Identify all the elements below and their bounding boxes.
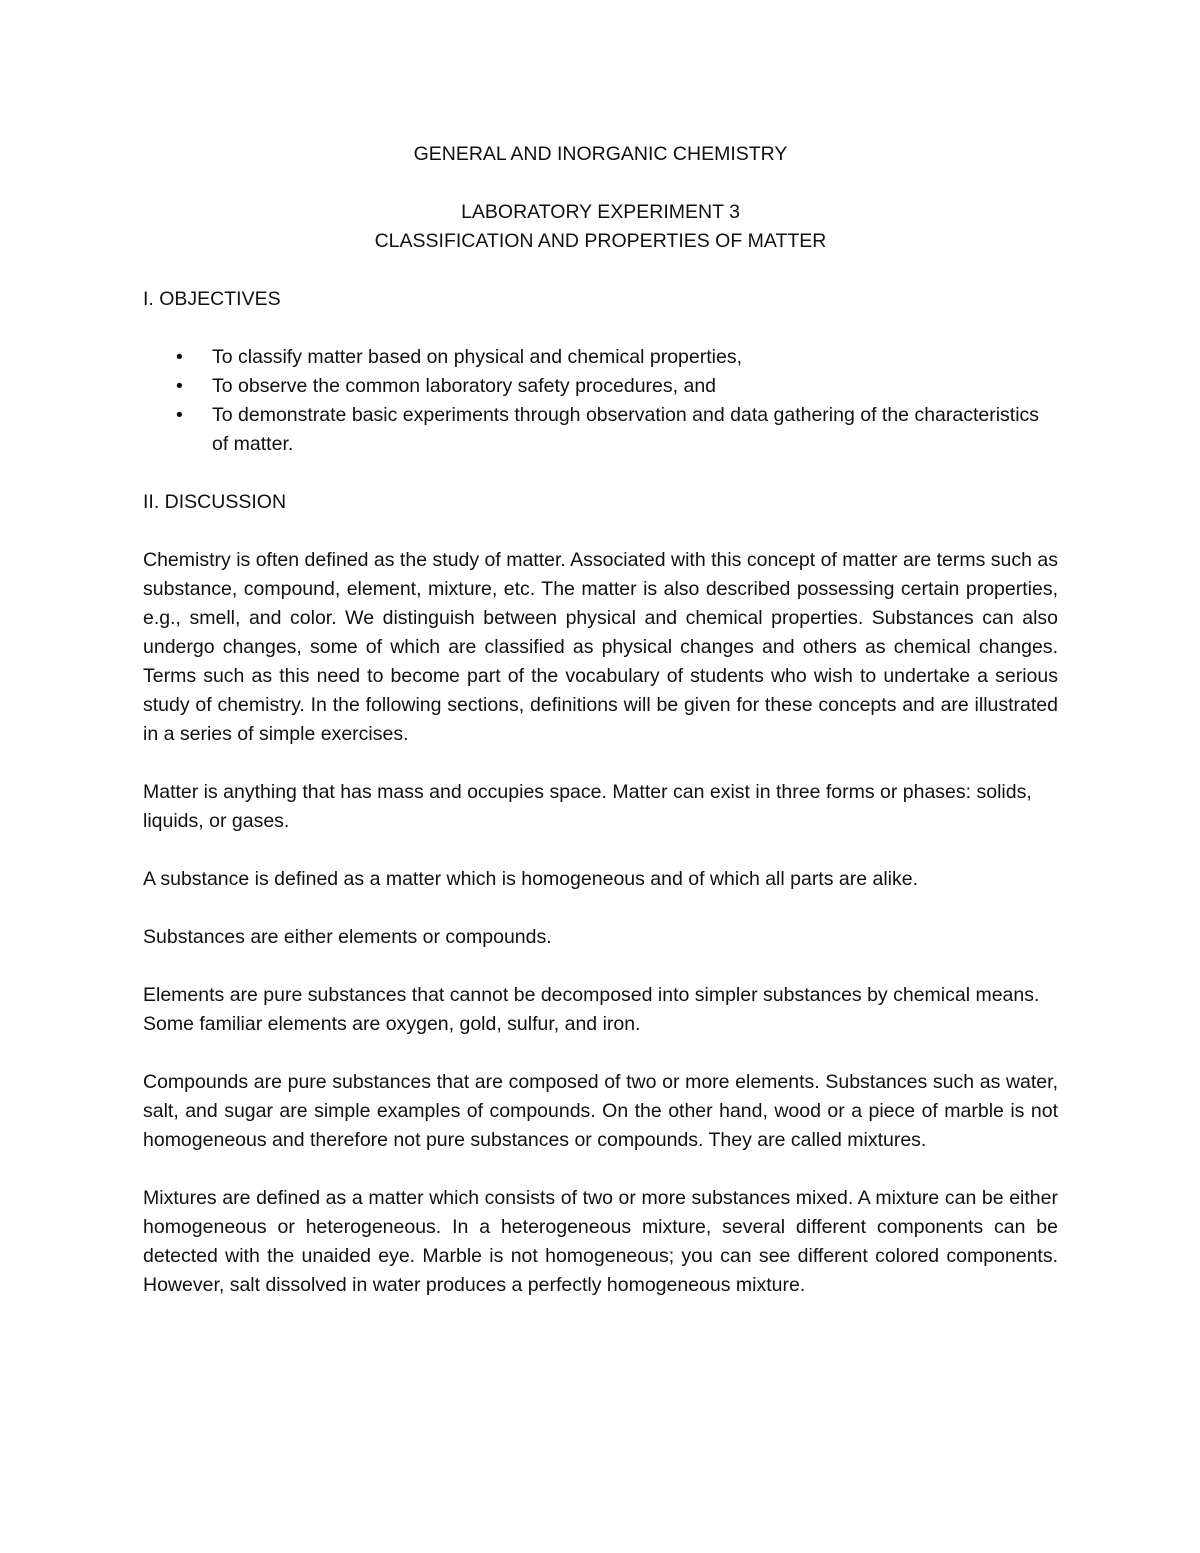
- discussion-paragraph: Substances are either elements or compounds.: [143, 926, 552, 948]
- discussion-paragraph: A substance is defined as a matter which is homogeneous and of which all parts are alike.: [143, 868, 919, 890]
- experiment-label: LABORATORY EXPERIMENT 3: [461, 201, 740, 223]
- objectives-list: [143, 343, 1058, 459]
- bullet-icon: •: [176, 404, 183, 426]
- discussion-paragraph: Chemistry is often defined as the study of matter. Associated with this concept of matter are terms such as substance, compound, element, mixture, etc. The matter is also described possessing certain properties, e.g., smell, and color. We distinguish between physical and chemical properties. Substances can also undergo changes, some of which are classified as physical changes and others as chemical changes. Terms such as this need to become part of the vocabulary of students who wish to undertake a serious study of chemistry. In the following sections, definitions will be given for these concepts and are illustrated in a series of simple exercises.: [143, 549, 1058, 745]
- discussion-paragraph: Matter is anything that has mass and occupies space. Matter can exist in three forms or phases: solids, liquids, or gases.: [143, 781, 1032, 832]
- document-page: [143, 140, 1058, 1329]
- discussion-heading: II. DISCUSSION: [143, 491, 287, 513]
- experiment-header: [143, 198, 1058, 256]
- list-item: [143, 372, 1058, 401]
- discussion-paragraph: Compounds are pure substances that are composed of two or more elements. Substances such as water, salt, and sugar are simple examples of compounds. On the other hand, wood or a piece of marble is not homogeneous and therefore not pure substances or compounds. They are called mixtures.: [143, 1071, 1058, 1151]
- bullet-icon: •: [176, 375, 183, 397]
- objective-text: To observe the common laboratory safety procedures, and: [212, 375, 717, 397]
- discussion-paragraph: Mixtures are defined as a matter which consists of two or more substances mixed. A mixture can be either homogeneous or heterogeneous. In a heterogeneous mixture, several different components can be detected with the unaided eye. Marble is not homogeneous; you can see different colored components. However, salt dissolved in water produces a perfectly homogeneous mixture.: [143, 1187, 1058, 1296]
- objective-text: To demonstrate basic experiments through observation and data gathering of the characteristics of matter.: [212, 404, 1040, 455]
- list-item: [143, 343, 1058, 372]
- experiment-title: CLASSIFICATION AND PROPERTIES OF MATTER: [374, 230, 827, 252]
- list-item: [143, 401, 1058, 459]
- bullet-icon: •: [176, 346, 183, 368]
- discussion-paragraph: Elements are pure substances that cannot be decomposed into simpler substances by chemical means. Some familiar elements are oxygen, gold, sulfur, and iron.: [143, 984, 1040, 1035]
- course-title: GENERAL AND INORGANIC CHEMISTRY: [413, 143, 788, 165]
- objectives-heading: I. OBJECTIVES: [143, 288, 281, 310]
- objective-text: To classify matter based on physical and chemical properties,: [212, 346, 743, 368]
